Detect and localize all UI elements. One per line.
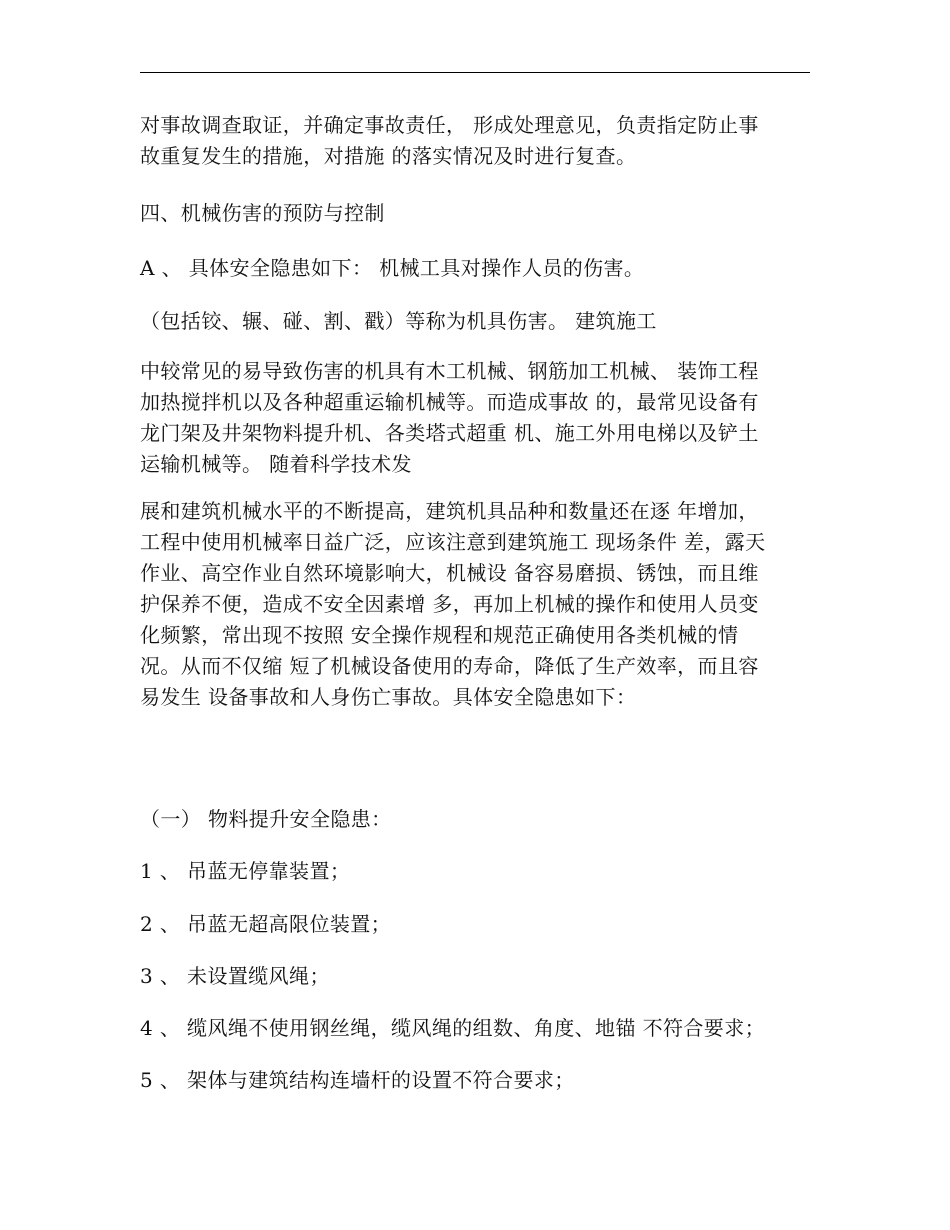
paragraph-hazards-a <box>140 253 810 284</box>
list-item-2 <box>140 909 810 940</box>
text-line: 运输机械等。 随着科学技术发 <box>140 452 412 476</box>
text-line: 工程中使用机械率日益广泛，应该注意到建筑施工 现场条件 差，露天 <box>140 530 766 554</box>
list-item-1 <box>140 856 810 887</box>
text-line: 对事故调查取证，并确定事故责任， 形成处理意见，负责指定防止事 <box>140 113 759 137</box>
text-line: （包括铰、辗、碰、割、戳）等称为机具伤害。 建筑施工 <box>140 309 657 333</box>
text-line: 故重复发生的措施，对措施 的落实情况及时进行复查。 <box>140 144 637 168</box>
text-line: 四、机械伤害的预防与控制 <box>140 201 385 225</box>
paragraph-common-machines <box>140 356 810 480</box>
text-line: 5 、 架体与建筑结构连墙杆的设置不符合要求； <box>140 1068 575 1092</box>
text-line: 中较常见的易导致伤害的机具有木工机械、钢筋加工机械、 装饰工程 <box>140 359 759 383</box>
list-item-5 <box>140 1065 810 1096</box>
text-line: 1 、 吊蓝无停靠装置； <box>140 859 351 883</box>
paragraph-accident-investigation <box>140 110 810 172</box>
text-line: 况。从而不仅缩 短了机械设备使用的寿命，降低了生产效率，而且容 <box>140 654 759 678</box>
paragraph-machine-development <box>140 496 810 713</box>
section-heading-mechanical-injury <box>140 198 810 229</box>
text-line: 展和建筑机械水平的不断提高，建筑机具品种和数量还在逐 年增加， <box>140 499 759 523</box>
text-line: （一） 物料提升安全隐患： <box>140 807 392 831</box>
text-line: 易发生 设备事故和人身伤亡事故。具体安全隐患如下： <box>140 685 637 709</box>
text-line: 化频繁，常出现不按照 安全操作规程和规范正确使用各类机械的情 <box>140 623 739 647</box>
text-line: 龙门架及井架物料提升机、各类塔式超重 机、施工外用电梯以及铲土 <box>140 421 759 445</box>
list-item-3 <box>140 961 810 992</box>
text-line: 作业、高空作业自然环境影响大，机械设 备容易磨损、锈蚀，而且维 <box>140 561 759 585</box>
paragraph-machine-injury-definition <box>140 306 810 337</box>
subsection-heading-material-hoist <box>140 804 810 835</box>
text-line: 护保养不便，造成不安全因素增 多，再加上机械的操作和使用人员变 <box>140 592 759 616</box>
text-line: 3 、 未设置缆风绳； <box>140 964 330 988</box>
header-rule <box>140 72 810 73</box>
text-line: A 、 具体安全隐患如下： 机械工具对操作人员的伤害。 <box>140 256 645 280</box>
text-line: 加热搅拌机以及各种超重运输机械等。而造成事故 的，最常见设备有 <box>140 390 759 414</box>
list-item-4 <box>140 1013 810 1044</box>
text-line: 2 、 吊蓝无超高限位装置； <box>140 912 392 936</box>
text-line: 4 、 缆风绳不使用钢丝绳，缆风绳的组数、角度、地锚 不符合要求； <box>140 1016 765 1040</box>
